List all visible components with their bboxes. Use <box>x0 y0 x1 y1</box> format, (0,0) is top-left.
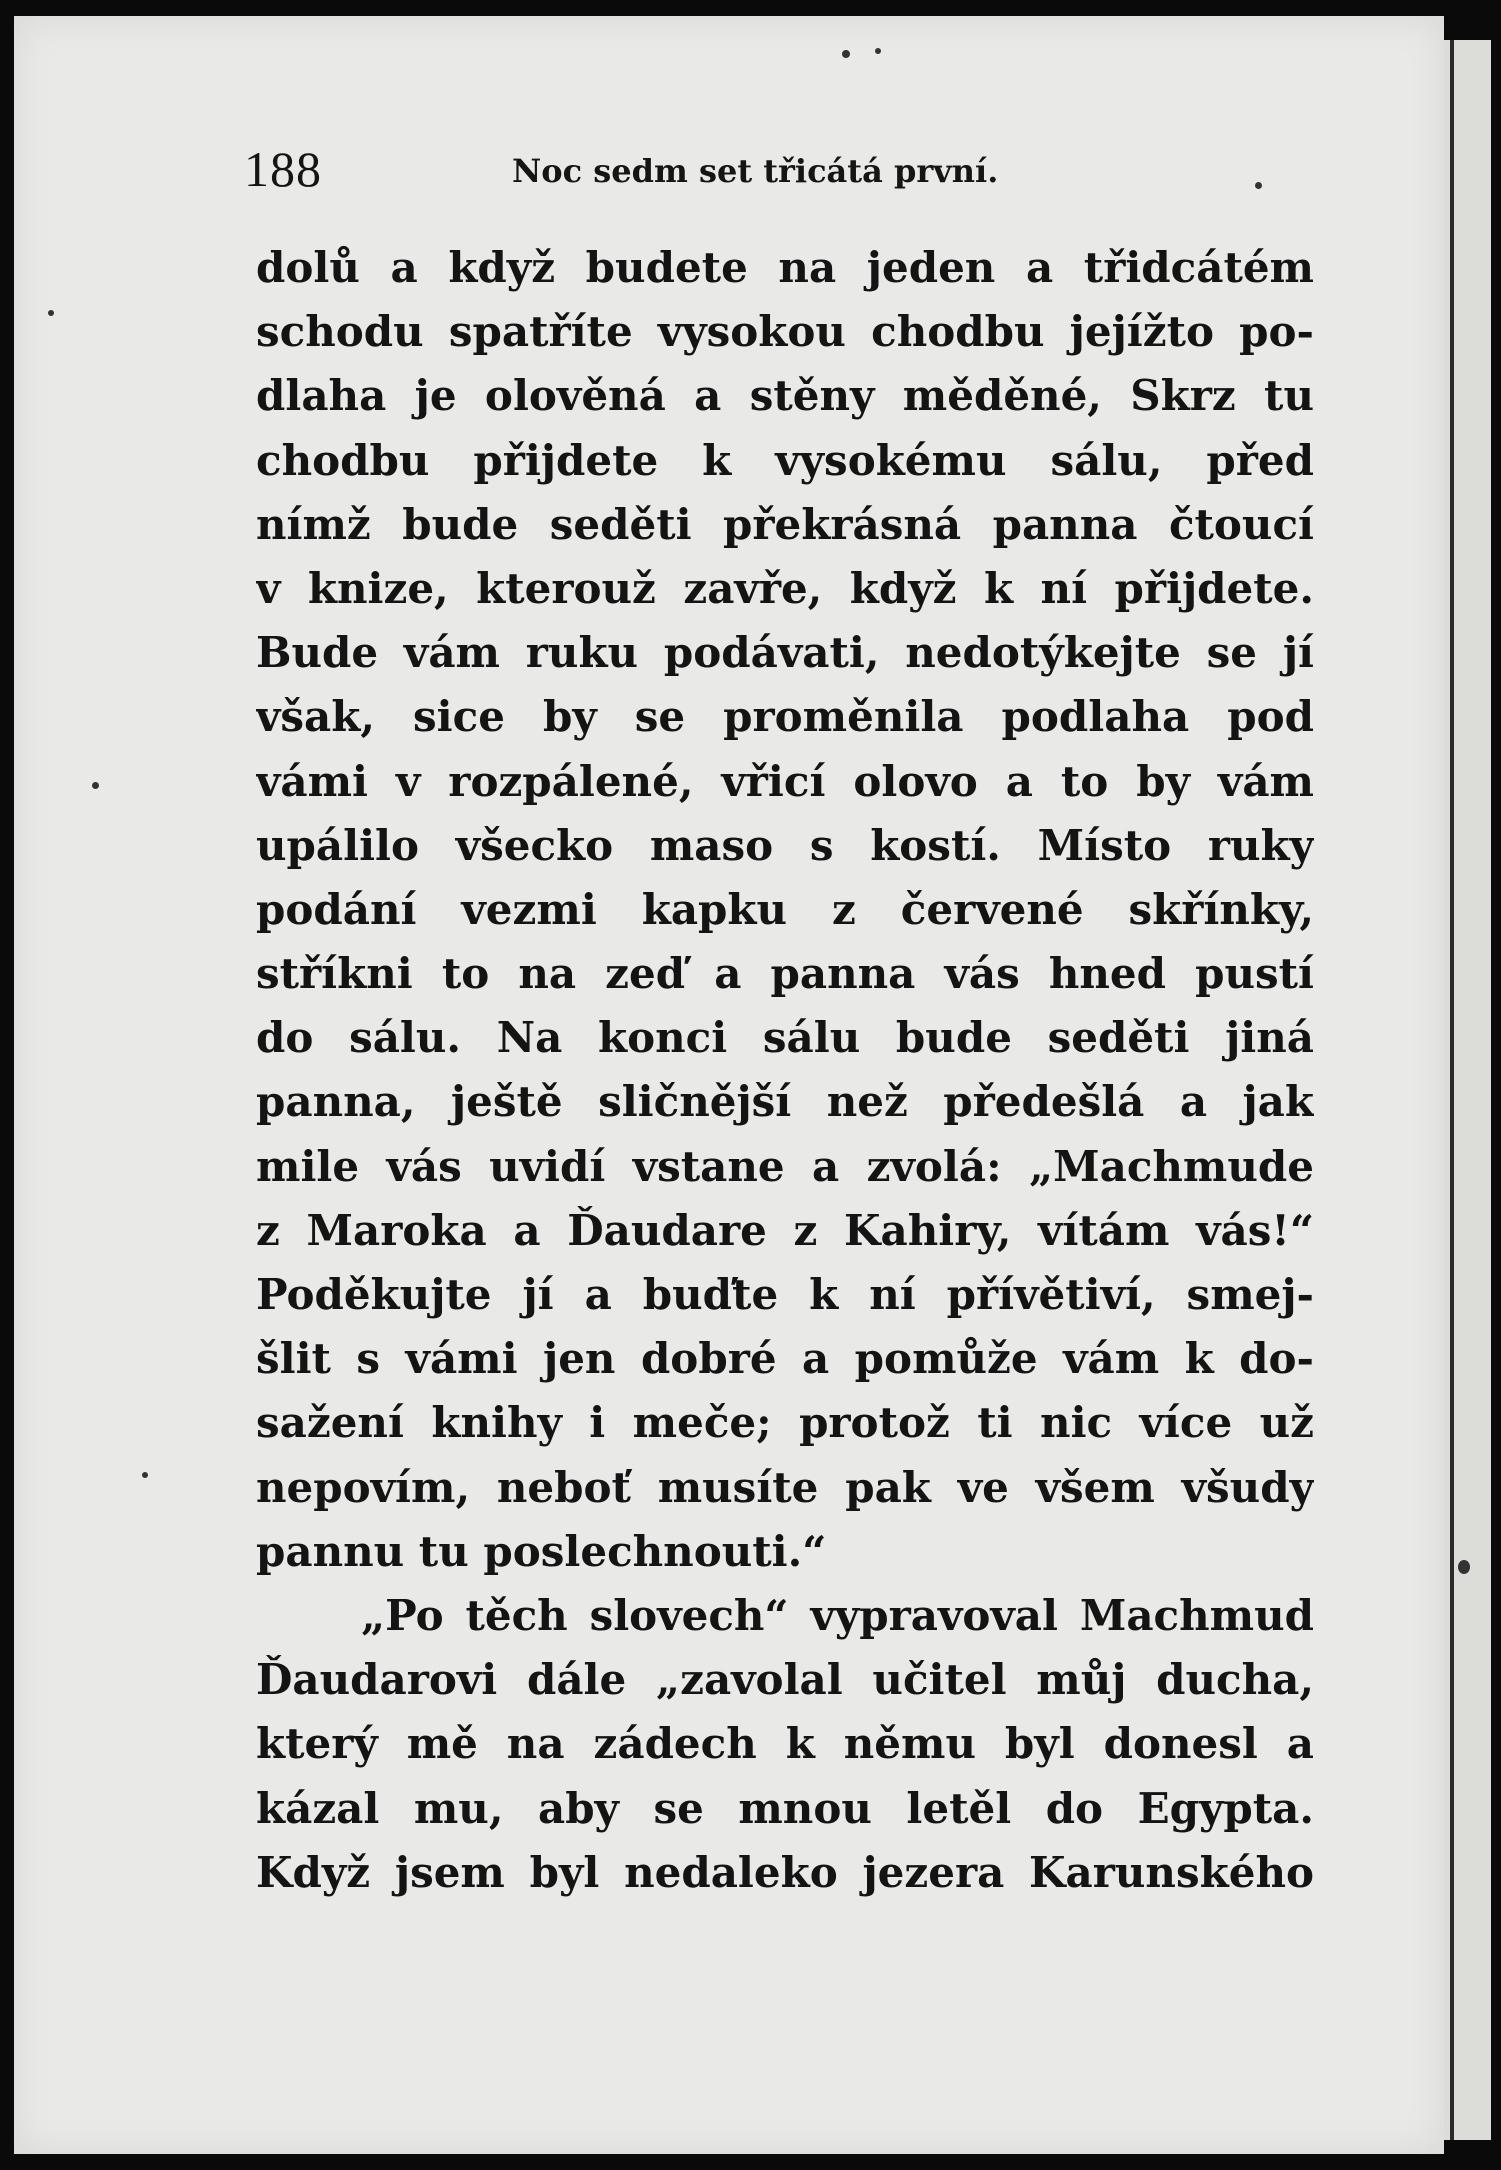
text-line: upálilo všecko maso s kostí. Místo ruky <box>256 820 1314 870</box>
dust-speck <box>92 782 99 789</box>
dust-speck <box>1458 1560 1470 1574</box>
dust-speck <box>48 310 54 316</box>
text-line: kázal mu, aby se mnou letěl do Egypta. <box>256 1783 1314 1833</box>
text-line: však, sice by se proměnila podlaha pod <box>256 692 1314 742</box>
text-line: který mě na zádech k němu byl donesl a <box>256 1719 1314 1769</box>
text-line: stříkni to na zeď a panna vás hned pustí <box>256 949 1314 999</box>
adjacent-page-edge <box>1444 40 1491 2140</box>
text-line: do sálu. Na konci sálu bude seděti jiná <box>256 1013 1314 1063</box>
body-text <box>256 236 1314 1905</box>
page-header <box>244 140 1304 200</box>
text-line: „Po těch slovech“ vypravoval Machmud <box>361 1590 1314 1640</box>
dust-speck <box>842 50 850 58</box>
dust-speck <box>1255 182 1262 189</box>
text-line: vámi v rozpálené, vřicí olovo a to by vám <box>256 756 1314 806</box>
text-line: chodbu přijdete k vysokému sálu, před <box>256 435 1314 485</box>
text-line: Když jsem byl nedaleko jezera Karunského <box>256 1847 1314 1897</box>
text-line: dolů a když budete na jeden a třidcátém <box>256 243 1314 292</box>
dust-speck <box>875 48 881 54</box>
text-line: nepovím, neboť musíte pak ve všem všudy <box>256 1462 1314 1512</box>
text-line: Ďaudarovi dále „zavolal učitel můj ducha, <box>256 1655 1314 1705</box>
text-line: podání vezmi kapku z červené skřínky, <box>256 884 1314 934</box>
text-line: Poděkujte jí a buďte k ní přívětiví, smej- <box>256 1270 1314 1319</box>
text-line: dlaha je olověná a stěny měděné, Skrz tu <box>256 371 1314 421</box>
page-number: 188 <box>244 141 322 197</box>
text-line: panna, ještě sličnější než předešlá a jak <box>256 1077 1314 1127</box>
dust-speck <box>142 1472 148 1478</box>
page-edge-line <box>1450 40 1454 2140</box>
text-line: Bude vám ruku podávati, nedotýkejte se jí <box>256 628 1314 678</box>
text-line: šlit s vámi jen dobré a pomůže vám k do- <box>256 1334 1314 1384</box>
text-line: schodu spatříte vysokou chodbu jejížto po- <box>256 307 1314 357</box>
text-line: v knize, kterouž zavře, když k ní přijdete. <box>256 563 1314 613</box>
text-line: pannu tu poslechnouti.“ <box>256 1526 827 1576</box>
text-line: z Maroka a Ďaudare z Kahiry, vítám vás!“ <box>256 1205 1314 1255</box>
text-line: nímž bude seděti překrásná panna čtoucí <box>256 499 1314 549</box>
text-line: sažení knihy i meče; protož ti nic více už <box>256 1398 1314 1448</box>
running-head: Noc sedm set třicátá první. <box>512 152 999 190</box>
text-line: mile vás uvidí vstane a zvolá: „Machmude <box>256 1141 1314 1191</box>
